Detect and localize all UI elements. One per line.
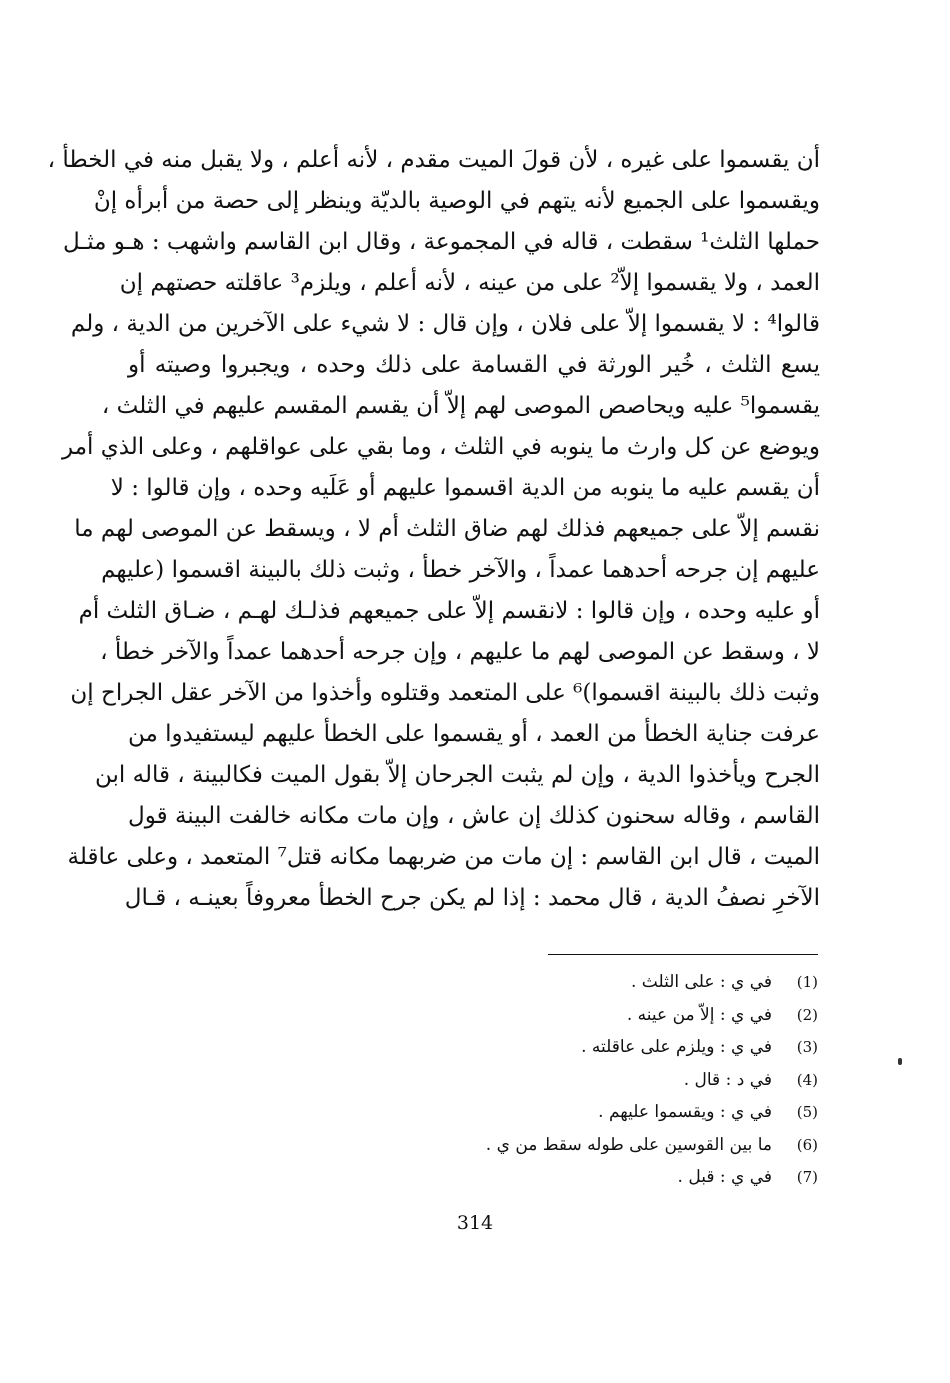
text-line: ويوضع عن كل وارث ما ينوبه في الثلث ، وما بقي على عواقلهم ، وعلى الذي أمر [62,434,820,460]
text-line: أن يقسموا على غيره ، لأن قولَ الميت مقدم ، لأنه أعلم ، ولا يقبل منه في الخطأ ، [47,147,820,173]
text-line: القاسم ، وقاله سحنون كذلك إن عاش ، وإن مات مكانه خالفت البينة قول [128,803,820,829]
text-line: لا ، وسقط عن الموصى لهم ما عليهم ، وإن جرحه أحدهما عمداً والآخر خطأ ، [100,639,820,665]
footnote-text: في ي : قبل . [677,1167,772,1188]
footnote [420,966,818,999]
footnote [420,1129,818,1162]
footnote-number: (6) [796,1135,818,1154]
text-line: قالوا⁴ : لا يقسموا إلاّ على فلان ، وإن قال : لا شيء على الآخرين من الدية ، ولم [70,311,820,337]
footnote-number: (2) [796,1005,818,1024]
footnote [420,1064,818,1097]
text-line: ويقسموا على الجميع لأنه يتهم في الوصية بالديّة وينظر إلى حصة من أبرأه إنْ [93,188,820,214]
footnote [420,1161,818,1194]
body-text [47,140,820,919]
scan-speck [898,1058,902,1065]
footnote-text: في ي : إلاّ من عينه . [626,1004,772,1025]
text-line: حملها الثلث¹ سقطت ، قاله في المجموعة ، وقال ابن القاسم واشهب : هـو مثـل [63,229,820,255]
text-line: عرفت جناية الخطأ من العمد ، أو يقسموا على الخطأ عليهم ليستفيدوا من [128,721,820,747]
page-number: 314 [456,1212,494,1234]
footnote-text: في ي : ويقسموا عليهم . [598,1102,772,1123]
footnote [420,1031,818,1064]
text-line: أو عليه وحده ، وإن قالوا : لانقسم إلاّ على جميعهم فذلـك لهـم ، ضـاق الثلث أم [78,598,820,624]
footnote [420,999,818,1032]
footnote-number: (5) [796,1103,818,1122]
footnote-number: (3) [796,1038,818,1057]
footnote-number: (4) [796,1070,818,1089]
footnote-separator [548,954,818,955]
footnote [420,1096,818,1129]
text-line: عليهم إن جرحه أحدهما عمداً ، والآخر خطأ ، وثبت ذلك بالبينة اقسموا (عليهم [101,557,820,583]
footnote-number: (1) [796,973,818,992]
text-line: نقسم إلاّ على جميعهم فذلك لهم ضاق الثلث أم لا ، ويسقط عن الموصى لهم ما [74,516,820,542]
footnote-number: (7) [796,1168,818,1187]
text-line: العمد ، ولا يقسموا إلاّ² على من عينه ، لأنه أعلم ، ويلزم³ عاقلته حصتهم إن [119,270,820,296]
footnote-text: في ي : على الثلث . [630,972,772,993]
text-line: الميت ، قال ابن القاسم : إن مات من ضربهما مكانه قتل⁷ المتعمد ، وعلى عاقلة [67,844,820,870]
text-line: يسع الثلث ، خُير الورثة في القسامة على ذلك وحده ، ويجبروا وصيته أو [128,352,820,378]
text-line: يقسموا⁵ عليه ويحاصص الموصى لهم إلاّ أن يقسم المقسم عليهم في الثلث ، [101,393,820,419]
footnote-text: ما بين القوسين على طوله سقط من ي . [485,1134,772,1155]
text-line: الآخرِ نصفُ الدية ، قال محمد : إذا لم يكن جرح الخطأ معروفاً بعينـه ، قـال [124,885,820,911]
text-line: وثبت ذلك بالبينة اقسموا)⁶ على المتعمد وقتلوه وأخذوا من الآخر عقل الجراح إن [70,680,820,706]
footnote-text: في ي : ويلزم على عاقلته . [581,1037,772,1058]
footnotes [420,966,818,1194]
text-line: الجرح ويأخذوا الدية ، وإن لم يثبت الجرحان إلاّ بقول الميت فكالبينة ، قاله ابن [95,762,820,788]
text-line: أن يقسم عليه ما ينوبه من الدية اقسموا عليهم أو عَلَيه وحده ، وإن قالوا : لا [110,475,820,501]
footnote-text: في د : قال . [683,1069,772,1090]
